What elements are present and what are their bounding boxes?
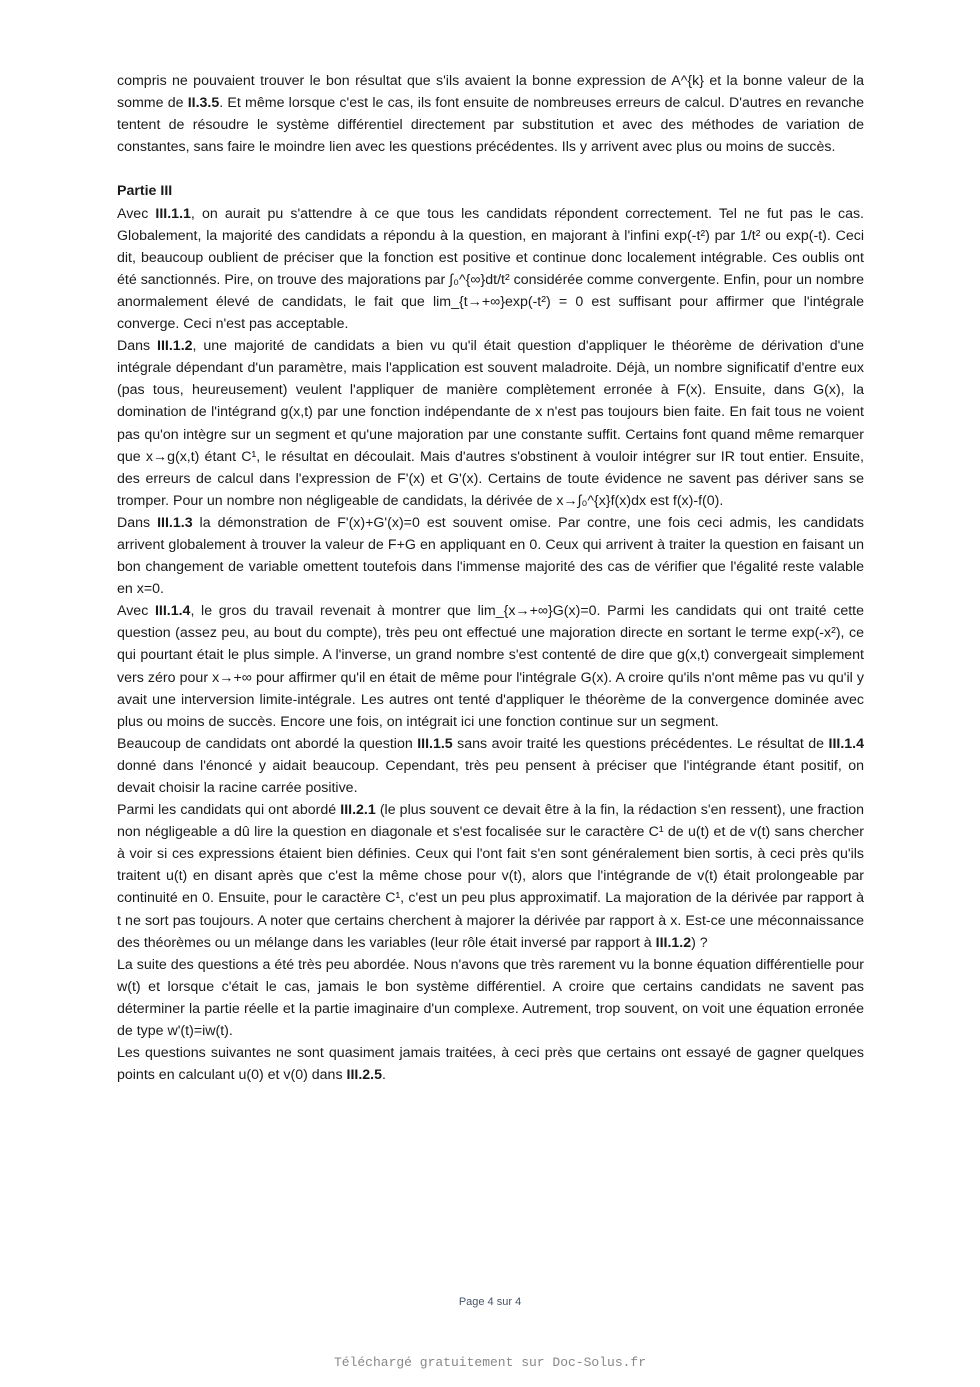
- paragraph-text: compris ne pouvaient trouver le bon résultat que s'ils avaient la bonne expression de A^{k} et la bonne valeur de la somme de: [117, 73, 864, 112]
- download-footer: Téléchargé gratuitement sur Doc-Solus.fr: [333, 1355, 647, 1370]
- paragraph: [117, 733, 864, 799]
- spacer: [117, 158, 864, 180]
- section-heading: Partie III: [117, 183, 173, 200]
- section-paragraphs: [117, 203, 864, 1087]
- paragraph-text: Avec: [117, 603, 155, 620]
- paragraph-text: , une majorité de candidats a bien vu qu'il était question d'appliquer le théorème de dérivation d'une intégrale dépendant d'un paramètre, mais l'application est souvent maladroite. Déjà, un nombre significatif d'entre eux (pas tous, heureusement) veulent l'appliquer de manière complètement erronée à F(x). Ensuite, dans G(x), la domination de l'intégrand g(x,t) par une fonction indépendante de x n'est pas toujours bien faite. En fait tous ne voient pas qu'on intègre sur un segment et qu'une majoration par une constante suffit. Certains font quand même remarquer que x→g(x,t) étant C¹, le résultat en découlait. Mais d'autres s'obstinent à vouloir intégrer sur IR tout entier. Ensuite, des erreurs de calcul dans l'expression de F'(x) et G'(x). Certains de toute évidence ne savent pas dériver sans se tromper. Pour un nombre non négligeable de candidats, la dérivée de x→∫₀^{x}f(x)dx est f(x)-f(0).: [117, 338, 865, 509]
- question-reference: III.2.1: [340, 802, 376, 819]
- paragraph-text: sans avoir traité les questions précédentes. Le résultat de: [452, 735, 829, 752]
- paragraph: [117, 954, 864, 1042]
- paragraph-text: Beaucoup de candidats ont abordé la question: [117, 735, 418, 752]
- paragraph-text: Parmi les candidats qui ont abordé: [117, 802, 341, 819]
- paragraph-text: Les questions suivantes ne sont quasiment jamais traitées, à ceci près que certains ont essayé de gagner quelques points en calculant u(0) et v(0) dans: [117, 1045, 864, 1084]
- paragraph-text: .: [382, 1067, 386, 1084]
- paragraph: [117, 799, 864, 954]
- paragraph-text: , le gros du travail revenait à montrer que lim_{x→+∞}G(x)=0. Parmi les candidats qui ont traité cette question (assez peu, au bout du compte), très peu ont effectué une majoration directe en sortant le terme exp(-x²), ce qui pourtant était le plus simple. A l'inverse, un grand nombre s'est contenté de dire que g(x,t) convergeait simplement vers zéro pour x→+∞ pour affirmer qu'il en était de même pour l'intégrale G(x). A croire qu'ils n'ont même pas vu qu'il y avait une interversion limite-intégrale. Les autres ont tenté d'appliquer le théorème de la convergence dominée avec plus ou moins de succès. Encore une fois, on intégrait ici une fonction continue sur un segment.: [117, 603, 864, 730]
- question-reference: III.2.5: [346, 1067, 382, 1084]
- paragraph-text: ) ?: [691, 934, 708, 951]
- intro-paragraphs: [117, 70, 864, 158]
- paragraph: [117, 335, 864, 512]
- question-reference: III.1.2: [655, 934, 692, 951]
- paragraph-text: La suite des questions a été très peu abordée. Nous n'avons que très rarement vu la bonne équation différentielle pour w(t) et lorsque c'était le cas, jamais le bon système différentiel. A croire que certains candidats ne savent pas déterminer la partie réelle et la partie imaginaire d'un complexe. Autrement, trop souvent, on voit une équation erronée de type w'(t)=iw(t).: [117, 956, 864, 1040]
- question-reference: III.1.3: [157, 514, 193, 531]
- question-reference: III.1.2: [157, 338, 193, 355]
- page-number: Page 4 sur 4: [458, 1296, 522, 1308]
- paragraph: [117, 203, 864, 336]
- paragraph-text: Dans: [117, 338, 158, 355]
- paragraph: [117, 70, 864, 158]
- question-reference: III.1.1: [155, 205, 191, 222]
- paragraph-text: la démonstration de F'(x)+G'(x)=0 est souvent omise. Par contre, une fois ceci admis, les candidats arrivent globalement à trouver la valeur de F+G en appliquant en 0. Ceux qui arrivent à traiter la question en faisant un bon changement de variable omettent toutefois dans l'immense majorité des cas de vérifier que l'égalité reste valable en x=0.: [117, 514, 864, 598]
- paragraph-text: (le plus souvent ce devait être à la fin, la rédaction s'en ressent), une fraction non négligeable a dû lire la question en diagonale et s'est focalisée sur le caractère C¹ de u(t) et de v(t) sans chercher à voir si ces expressions étaient bien définies. Ceux qui l'ont fait s'en sont généralement bien sortis, à ceci près qu'ils traitent u(t) en disant après que c'est la même chose pour v(t), alors que l'intégrande de v(t) était prolongeable par continuité en 0. Ensuite, pour le caractère C¹, c'est un peu plus approximatif. La majoration de la dérivée par rapport à t ne sort pas toujours. A noter que certains cherchent à majorer la dérivée par rapport à x. Est-ce une méconnaissance des théorèmes ou un mélange dans les variables (leur rôle était inversé par rapport à: [117, 802, 864, 951]
- question-reference: III.1.5: [417, 735, 453, 752]
- paragraph-text: Dans: [117, 514, 158, 531]
- question-reference: II.3.5: [187, 95, 220, 112]
- question-reference: III.1.4: [154, 603, 191, 620]
- paragraph-text: , on aurait pu s'attendre à ce que tous les candidats répondent correctement. Tel ne fut pas le cas. Globalement, la majorité des candidats a répondu à la question, en majorant à l'infini exp(-t²) par 1/t² ou exp(-t). Ceci dit, beaucoup oublient de préciser que la fonction est positive et continue donc localement intégrable. Ces oublis ont été sanctionnés. Pire, on trouve des majorations par ∫₀^{∞}dt/t² considérée comme convergente. Enfin, pour un nombre anormalement élevé de candidats, le fait que lim_{t→+∞}exp(-t²) = 0 est suffisant pour affirmer que l'intégrale converge. Ceci n'est pas acceptable.: [117, 205, 864, 333]
- paragraph-text: donné dans l'énoncé y aidait beaucoup. Cependant, très peu pensent à préciser que l'intégrande étant positif, on devait choisir la racine carrée positive.: [117, 757, 864, 796]
- paragraph: [117, 600, 864, 733]
- paragraph: [117, 512, 864, 600]
- question-reference: III.1.4: [828, 735, 864, 752]
- paragraph-text: . Et même lorsque c'est le cas, ils font ensuite de nombreuses erreurs de calcul. D'autres en revanche tentent de résoudre le système différentiel directement par substitution et avec des méthodes de variation de constantes, sans faire le moindre lien avec les questions précédentes. Ils y arrivent avec plus ou moins de succès.: [117, 95, 864, 156]
- paragraph-text: Avec: [117, 205, 156, 222]
- paragraph: [117, 1042, 864, 1086]
- document-body: [117, 70, 864, 1086]
